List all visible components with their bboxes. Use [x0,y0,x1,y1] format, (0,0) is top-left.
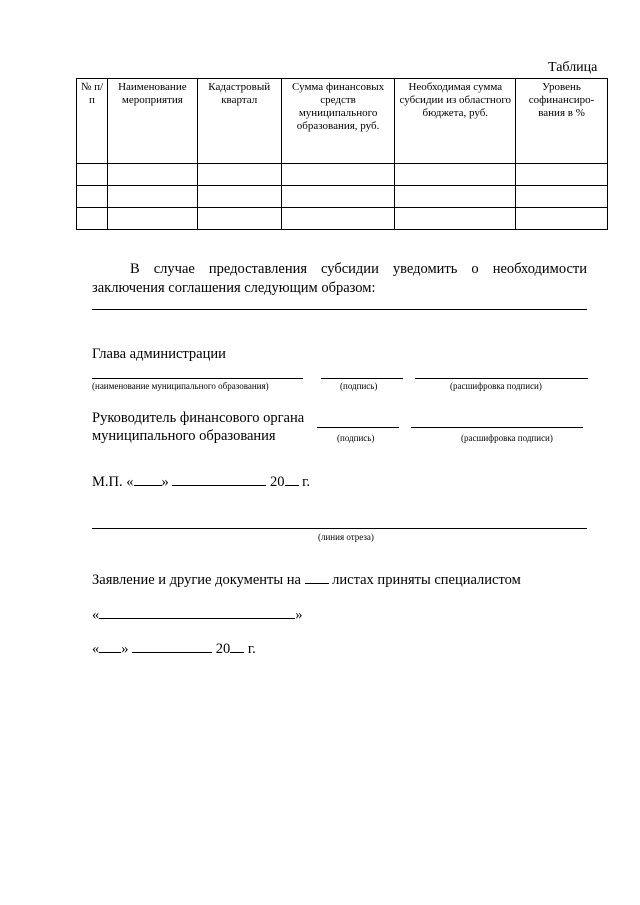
head-decode-line[interactable] [415,378,588,379]
head-signature-caption: (подпись) [340,381,378,391]
finance-decode-caption: (расшифровка подписи) [461,433,553,443]
specialist-name-blank[interactable] [99,604,295,619]
head-title: Глава администрации [92,346,226,362]
table-cell[interactable] [395,186,516,208]
close-quote: » [295,607,303,623]
table-cell[interactable] [516,186,608,208]
statement-part1: Заявление и другие документы на [92,572,301,588]
stamp-label: М.П. [92,474,123,490]
table-cell[interactable] [197,186,281,208]
open-quote: « [92,641,100,657]
stamp-date-line [92,471,310,491]
specialist-line [92,604,303,624]
data-table [76,78,608,230]
close-quote: » [161,474,169,490]
year-prefix: 20 [270,474,285,490]
year-prefix: 20 [215,641,231,657]
table-cell[interactable] [77,186,108,208]
col-header-cadastral: Кадастровый квартал [197,79,281,164]
day-blank[interactable] [99,638,121,653]
table-cell[interactable] [281,164,395,186]
pages-count-blank[interactable] [305,569,329,584]
col-header-cofinancing: Уровень софинансиро-вания в % [516,79,608,164]
col-header-event: Наименование мероприятия [107,79,197,164]
table-cell[interactable] [197,164,281,186]
statement-part2: листах приняты специалистом [332,572,521,588]
acceptance-date-line [92,638,256,658]
head-decode-caption: (расшифровка подписи) [450,381,542,391]
statement-line [92,569,521,589]
table-cell[interactable] [281,186,395,208]
table-cell[interactable] [281,208,395,230]
day-blank[interactable] [134,471,162,486]
cut-line-caption: (линия отреза) [318,532,374,542]
finance-head-line1: Руководитель финансового органа [92,410,305,426]
table-cell[interactable] [395,164,516,186]
notification-paragraph: В случае предоставления субсидии уведомить о необходимости заключения соглашения следующим образом: [92,261,587,296]
table-cell[interactable] [197,208,281,230]
col-header-number: № п/п [77,79,108,164]
year-blank[interactable] [285,471,299,486]
head-signature-line[interactable] [321,378,403,379]
close-quote: » [121,641,129,657]
table-row [77,186,608,208]
table-row [77,164,608,186]
year-suffix: г. [302,474,311,490]
cut-line [92,528,587,529]
year-suffix: г. [247,641,256,657]
month-blank[interactable] [172,471,266,486]
table-cell[interactable] [107,208,197,230]
table-header-row [77,79,608,164]
table-cell[interactable] [107,164,197,186]
year-blank[interactable] [230,638,244,653]
col-header-municipal-sum: Сумма финансовых средств муниципального образования, руб. [281,79,395,164]
open-quote: « [92,607,100,623]
table-cell[interactable] [395,208,516,230]
month-blank[interactable] [132,638,212,653]
table-caption: Таблица [548,60,598,75]
notification-fill-line[interactable] [92,309,587,310]
head-municipality-caption: (наименование муниципального образования) [92,381,269,391]
table-cell[interactable] [77,208,108,230]
finance-signature-caption: (подпись) [337,433,375,443]
finance-head-line2: муниципального образования [92,428,276,444]
table-cell[interactable] [77,164,108,186]
table-cell[interactable] [516,164,608,186]
finance-signature-line[interactable] [317,427,399,428]
col-header-subsidy-sum: Необходимая сумма субсидии из областного бюджета, руб. [395,79,516,164]
table-cell[interactable] [107,186,197,208]
open-quote: « [126,474,134,490]
head-municipality-line[interactable] [92,378,303,379]
table-cell[interactable] [516,208,608,230]
table-row [77,208,608,230]
finance-decode-line[interactable] [411,427,583,428]
